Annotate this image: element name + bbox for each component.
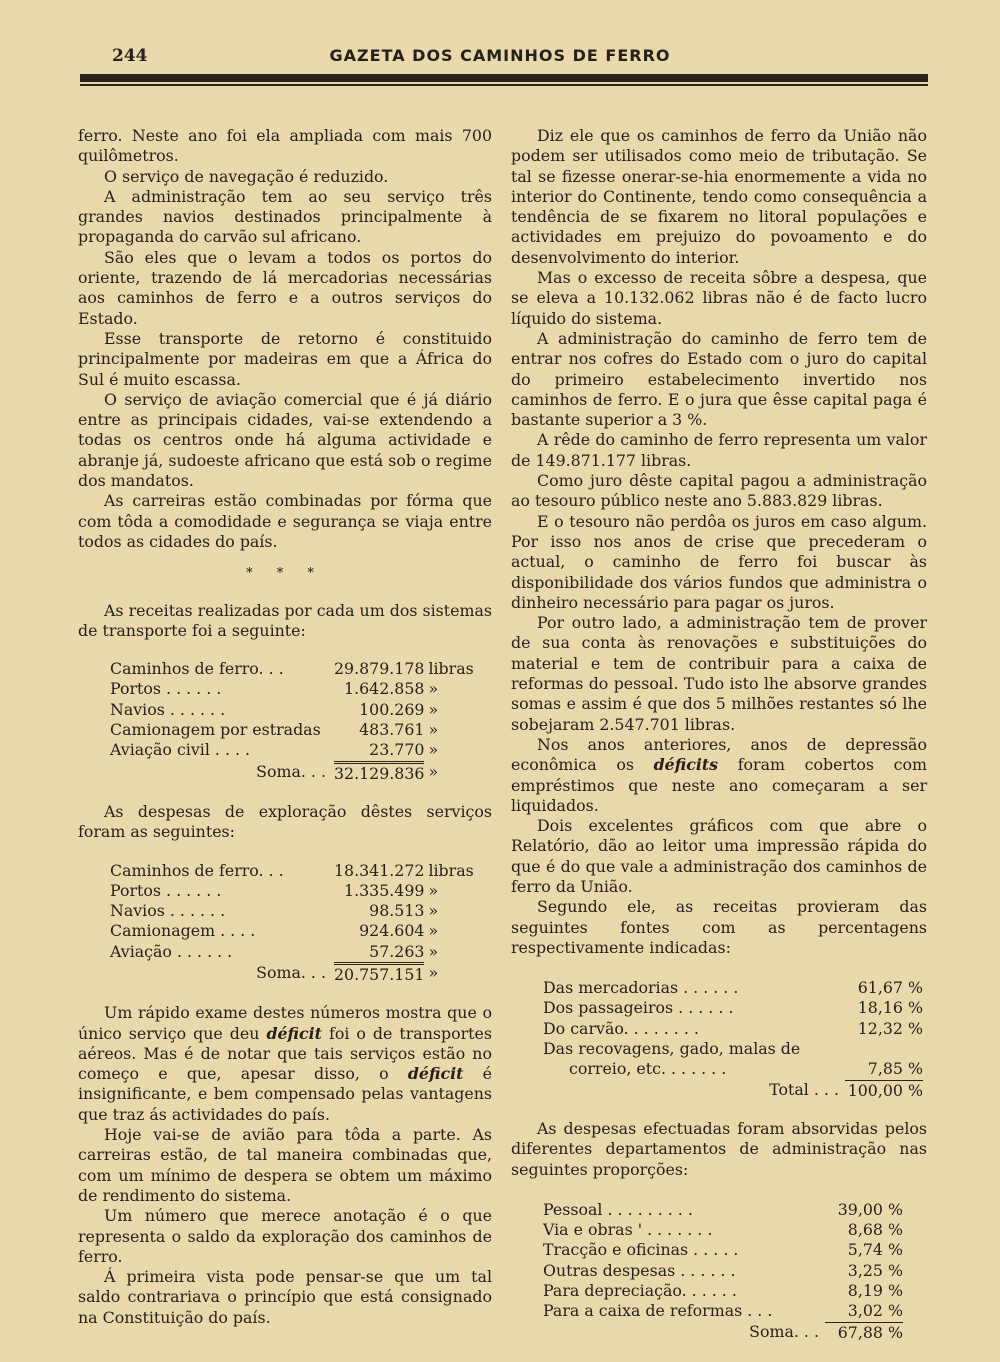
paragraph: Diz ele que os caminhos de ferro da União não podem ser utilisados como meio de tributação. Se tal se fizesse onerar-se-hia enormemente a vida no interior do Continente, tendo como consequência a tendência de se fixarem no litoral populações e actividades em prejuizo do povoamento e do desenvolvimento do interior.	[511, 126, 927, 267]
table-row	[543, 1019, 923, 1039]
row-label: Dos passageiros . . . . . .	[543, 998, 734, 1018]
paragraph: As despesas efectuadas foram absorvidas pelos diferentes departamentos de administração nas seguintes proporções:	[511, 1118, 927, 1179]
row-value: 98.513	[369, 901, 425, 921]
table-row	[543, 1200, 903, 1220]
paragraph: A administração tem ao seu serviço três grandes navios destinados principalmente à propaganda do carvão sul africano.	[78, 186, 492, 247]
emphasis: déficit	[266, 1023, 322, 1043]
total-label: Soma. . .	[256, 762, 326, 782]
paragraph: Por outro lado, a administração tem de prover de sua conta às renovações e substituições do material e tem de contribuir para a caixa de reformas do pessoal. Tudo isto lhe absorve grandes somas e assim é que dos 5 milhões restantes só lhe sobejaram 2.547.701 libras.	[511, 613, 927, 734]
table-row	[543, 1039, 923, 1059]
row-percent: 18,16 %	[857, 998, 923, 1018]
section-separator: * * *	[246, 566, 324, 582]
paragraph: Dois excelentes gráficos com que abre o Relatório, dão ao leitor uma impressão rápida do que é do que vale a administração dos caminhos de ferro da União.	[511, 816, 927, 896]
row-label: Das recovagens, gado, malas de	[543, 1039, 801, 1059]
total-label: Soma. . .	[749, 1322, 819, 1342]
row-label: Do carvão. . . . . . . .	[543, 1018, 699, 1038]
paragraph: ferro. Neste ano foi ela ampliada com mais 700 quilômetros.	[78, 126, 492, 166]
row-value: 23.770	[334, 740, 424, 762]
paragraph	[511, 735, 927, 816]
row-label: Caminhos de ferro. . .	[110, 659, 284, 679]
page-number: 244	[112, 46, 148, 66]
emphasis: déficit	[407, 1064, 464, 1084]
row-label: Via e obras ' . . . . . . .	[543, 1220, 713, 1240]
row-unit: »	[428, 720, 439, 740]
paragraph: Á primeira vista pode pensar-se que um tal saldo contrariava o princípio que está consignado na Constituição do país.	[78, 1267, 492, 1327]
row-unit: »	[428, 679, 439, 699]
table-row	[543, 1240, 903, 1260]
row-percent: 61,67 %	[857, 978, 923, 998]
paragraph: A rêde do caminho de ferro representa um valor de 149.871.177 libras.	[511, 430, 927, 470]
row-unit: »	[428, 880, 439, 900]
row-label: Navios . . . . . .	[110, 901, 226, 921]
paragraph: As carreiras estão combinadas por fórma que com tôda a comodidade e segurança se viaja entre todos as cidades do país.	[78, 491, 492, 551]
paragraph: Mas o excesso de receita sôbre a despesa, que se eleva a 10.132.062 libras não é de facto lucro líquido do sistema.	[511, 268, 927, 328]
row-label: Pessoal . . . . . . . . .	[543, 1199, 693, 1219]
paragraph: São eles que o levam a todos os portos do oriente, trazendo de lá mercadorias necessárias aos caminhos de ferro e a outros serviços do Estado.	[78, 247, 492, 328]
text-run: foram cobertos com empréstimos que neste ano começaram a ser liquidados.	[511, 755, 927, 815]
row-value: 100.269	[359, 699, 425, 719]
row-value: 924.604	[359, 921, 425, 941]
paragraph	[78, 1003, 492, 1125]
row-percent: 8,68 %	[847, 1220, 903, 1240]
total-row	[543, 1080, 923, 1101]
total-percent: 100,00 %	[847, 1080, 923, 1100]
row-unit: »	[428, 901, 439, 921]
row-unit: libras	[428, 860, 474, 880]
row-percent: 3,25 %	[847, 1260, 903, 1280]
receitas-table	[110, 659, 480, 784]
row-value: 18.341.272	[334, 860, 425, 880]
paragraph: Segundo ele, as receitas provieram das seguintes fontes com as percentagens respectivamente indicadas:	[511, 897, 927, 957]
left-column	[78, 126, 492, 1328]
table-row	[543, 1261, 903, 1281]
row-label: Portos . . . . . .	[110, 880, 222, 900]
paragraph: O serviço de navegação é reduzido.	[104, 166, 389, 186]
row-label: correio, etc. . . . . . .	[569, 1059, 727, 1079]
table-row	[110, 942, 480, 964]
table-row	[110, 861, 480, 881]
table-row	[110, 720, 480, 740]
receitas-intro: As receitas realizadas por cada um dos sistemas de transporte foi a seguinte:	[78, 600, 492, 640]
table-row	[110, 740, 480, 762]
row-label: Aviação civil . . . .	[110, 740, 251, 760]
text-run: é insignificante, e bem compensado pelas vantagens que traz ás actividades do país.	[78, 1064, 492, 1124]
table-row	[543, 1301, 903, 1322]
row-value: 57.263	[334, 942, 424, 964]
paragraph: A administração do caminho de ferro tem de entrar nos cofres do Estado com o juro do capital do primeiro estabelecimento invertido nos caminhos de ferro. E o jura que êsse capital paga é bastante superior a 3 %.	[511, 328, 927, 430]
row-label: Das mercadorias . . . . . .	[543, 978, 739, 998]
row-percent: 39,00 %	[837, 1199, 903, 1219]
row-label: Aviação . . . . . .	[110, 941, 233, 961]
paragraph: Como juro dêste capital pagou a administração ao tesouro público neste ano 5.883.829 libras.	[511, 471, 927, 511]
total-value: 32.129.836	[334, 763, 425, 783]
row-label: Camionagem . . . .	[110, 921, 256, 941]
row-value: 1.642.858	[344, 679, 425, 699]
table-row	[543, 998, 923, 1018]
proporcoes-table	[543, 1200, 903, 1343]
table-row	[110, 700, 480, 720]
header-rule-thin	[80, 84, 928, 86]
text-run: Nos anos anteriores, anos de depressão econômica os	[511, 734, 927, 775]
row-label: Para a caixa de reformas . . .	[543, 1301, 773, 1321]
row-label: Para depreciação. . . . . .	[543, 1281, 737, 1301]
row-unit: »	[428, 921, 439, 941]
fontes-table	[543, 978, 923, 1101]
total-percent: 67,88 %	[837, 1322, 903, 1342]
row-percent: 7,85 %	[845, 1059, 923, 1080]
table-row	[110, 881, 480, 901]
row-value: 483.761	[359, 720, 425, 740]
total-label: Soma. . .	[256, 963, 326, 983]
row-value: 1.335.499	[344, 880, 425, 900]
paragraph: Hoje vai-se de avião para tôda a parte. As carreiras estão, de tal maneira combinadas que, com um mínimo de despera se obtem um máximo de rendimento do sistema.	[78, 1125, 492, 1205]
row-label: Tracção e oficinas . . . . .	[543, 1240, 739, 1260]
row-label: Outras despesas . . . . . .	[543, 1260, 736, 1280]
total-row	[110, 762, 480, 784]
despesas-table	[110, 861, 480, 986]
paragraph: O serviço de aviação comercial que é já diário entre as principais cidades, vai-se extendendo a todas os centros onde há alguma actividade e abranje já, sudoeste africano que está sob o regime dos mandatos.	[78, 389, 492, 491]
row-label: Camionagem por estradas	[110, 720, 321, 740]
total-unit: »	[428, 963, 439, 983]
text-run: Um rápido exame destes números mostra que o único serviço que deu	[78, 1003, 492, 1043]
row-unit: »	[428, 740, 439, 760]
row-unit: libras	[428, 659, 474, 679]
paragraph: Esse transporte de retorno é constituido principalmente por madeiras em que a África do Sul é muito escassa.	[78, 328, 492, 389]
total-unit: »	[428, 762, 439, 782]
right-column	[511, 126, 927, 1361]
row-unit: »	[428, 699, 439, 719]
text-run: foi o de transportes aéreos. Mas é de notar que tais serviços estão no começo e que, apesar disso, o	[78, 1023, 492, 1084]
despesas-intro: As despesas de exploração dêstes serviços foram as seguintes:	[78, 801, 492, 842]
table-row	[543, 1220, 903, 1240]
row-percent: 5,74 %	[847, 1240, 903, 1260]
table-row	[543, 978, 923, 998]
journal-title: GAZETA DOS CAMINHOS DE FERRO	[329, 46, 671, 65]
paragraph: Um número que merece anotação é o que representa o saldo da exploração dos caminhos de ferro.	[78, 1206, 492, 1266]
total-row	[110, 963, 480, 985]
row-percent: 12,32 %	[857, 1018, 923, 1038]
row-value: 29.879.178	[334, 659, 425, 679]
total-row	[543, 1322, 903, 1343]
row-label: Portos . . . . . .	[110, 679, 222, 699]
row-percent: 3,02 %	[825, 1301, 903, 1322]
row-percent: 8,19 %	[847, 1281, 903, 1301]
table-row	[110, 921, 480, 941]
table-row	[110, 679, 480, 699]
row-unit: »	[428, 941, 439, 961]
table-row	[110, 901, 480, 921]
row-label: Navios . . . . . .	[110, 699, 226, 719]
header-rule-thick	[80, 74, 928, 82]
table-row	[543, 1281, 903, 1301]
table-row	[110, 659, 480, 679]
row-label: Caminhos de ferro. . .	[110, 860, 284, 880]
table-row	[543, 1059, 923, 1080]
total-label: Total . . .	[769, 1080, 839, 1100]
emphasis: déficits	[653, 755, 719, 775]
paragraph: E o tesouro não perdôa os juros em caso algum. Por isso nos anos de crise que precederam o actual, o caminho de ferro foi buscar às disponibilidade dos vários fundos que administra o dinheiro necessário para pagar os juros.	[511, 511, 927, 612]
total-value: 20.757.151	[334, 964, 425, 984]
